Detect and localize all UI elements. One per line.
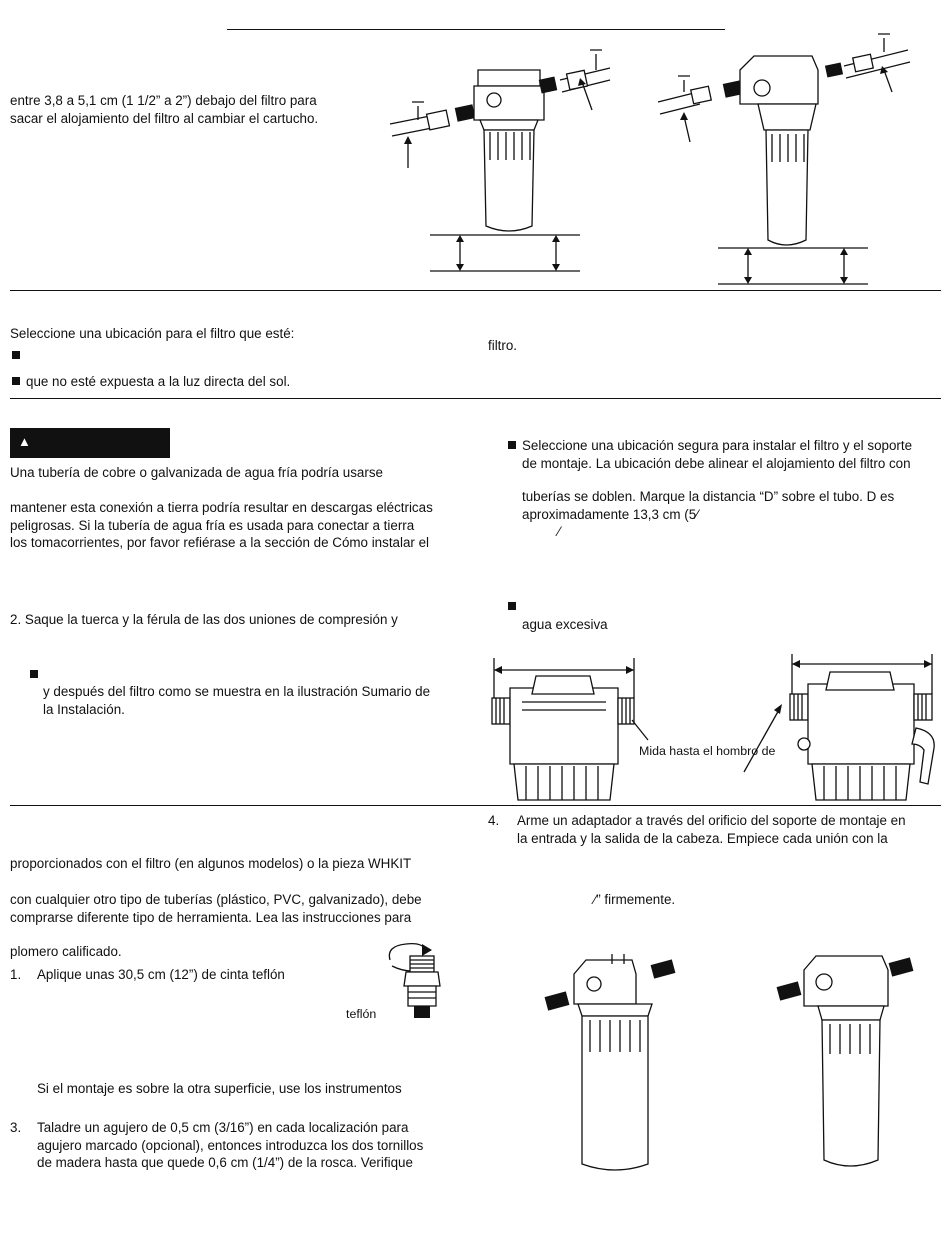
adapter-illustration-1 <box>540 954 690 1176</box>
step-2-bullet <box>30 666 44 684</box>
bullet-square-icon <box>12 351 20 359</box>
section-divider-3 <box>10 805 941 806</box>
head-measurement-illustration-2 <box>744 654 944 800</box>
filter-pipe-illustration-1 <box>390 40 610 280</box>
head-measurement-illustration-1 <box>482 658 662 800</box>
step-4-number: 4. <box>488 813 500 828</box>
tools-line-1: proporcionados con el filtro (en algunos modelos) o la pieza WHKIT <box>10 856 412 871</box>
step-4-text: Arme un adaptador a través del orificio del soporte de montaje en la entrada y la salida de la cabeza. Empiece cada unión con la <box>517 813 906 846</box>
teflon-fitting-illustration <box>382 936 442 1022</box>
top-rule <box>227 29 725 30</box>
bullet-square-icon <box>12 377 20 385</box>
location-bullet-1 <box>12 347 26 365</box>
tools-paragraph: con cualquier otro tipo de tuberías (plástico, PVC, galvanizado), debe comprarse diferente tipo de herramienta. Lea las instrucciones para <box>10 892 422 925</box>
step-1-more: Si el montaje es sobre la otra superficie, use los instrumentos <box>37 1081 402 1096</box>
section-divider-2 <box>10 398 941 399</box>
step-3-text: Taladre un agujero de 0,5 cm (3/16”) en cada localización para agujero marcado (opcional), entonces introduzca los dos tornillos de madera hasta que quede 0,6 cm (1/4”) de la rosca. Verifique <box>37 1120 424 1170</box>
section-divider-1 <box>10 290 941 291</box>
step-1-text: Aplique unas 30,5 cm (12”) de cinta teflón <box>37 967 285 982</box>
fraction-slash: ⁄ <box>558 524 561 539</box>
warning-triangle-icon: ▲ <box>18 434 31 449</box>
step-1-number: 1. <box>10 967 22 982</box>
clearance-text: entre 3,8 a 5,1 cm (1 1/2” a 2”) debajo del filtro para sacar el alojamiento del filtro al cambiar el cartucho. <box>10 93 319 126</box>
bullet-square-icon <box>508 441 516 449</box>
bullet-square-icon <box>30 670 38 678</box>
location-bullet-right: Seleccione una ubicación segura para instalar el filtro y el soporte de montaje. La ubicación debe alinear el alojamiento del filtro con <box>508 437 912 472</box>
warning-banner <box>10 428 170 458</box>
step-2: 2. Saque la tuerca y la férula de las dos uniones de compresión y <box>10 612 398 627</box>
step-4-more: ⁄” firmemente. <box>594 892 676 907</box>
location-bullet-2: que no esté expuesta a la luz directa del sol. <box>12 373 290 391</box>
step-2-bullet-text: y después del filtro como se muestra en la ilustración Sumario de la Instalación. <box>43 684 431 717</box>
grounding-line-1: Una tubería de cobre o galvanizada de agua fría podría usarse <box>10 465 383 480</box>
step-3-number: 3. <box>10 1120 22 1135</box>
adapter-illustration-2 <box>774 950 924 1172</box>
grounding-paragraph: mantener esta conexión a tierra podría resultar en descargas eléctricas peligrosas. Si la tubería de agua fría es usada para conectar a tierra los tomacorrientes, por favor refiérase a la sección de Cómo instalar el <box>10 500 433 550</box>
measure-label: Mida hasta el hombro de <box>639 744 776 758</box>
location-intro: Seleccione una ubicación para el filtro que esté: <box>10 326 295 341</box>
filter-pipe-illustration-2 <box>658 30 918 290</box>
teflon-label: teflón <box>346 1007 377 1021</box>
distance-d-text: tuberías se doblen. Marque la distancia “D” sobre el tubo. D es aproximadamente 13,3 cm (5⁄ <box>522 489 895 522</box>
right-bullet-2 <box>508 598 522 616</box>
location-right-text: filtro. <box>488 338 518 353</box>
bullet-square-icon <box>508 602 516 610</box>
right-bullet-2-text: agua excesiva <box>522 617 608 632</box>
tools-line-4: plomero calificado. <box>10 944 122 959</box>
